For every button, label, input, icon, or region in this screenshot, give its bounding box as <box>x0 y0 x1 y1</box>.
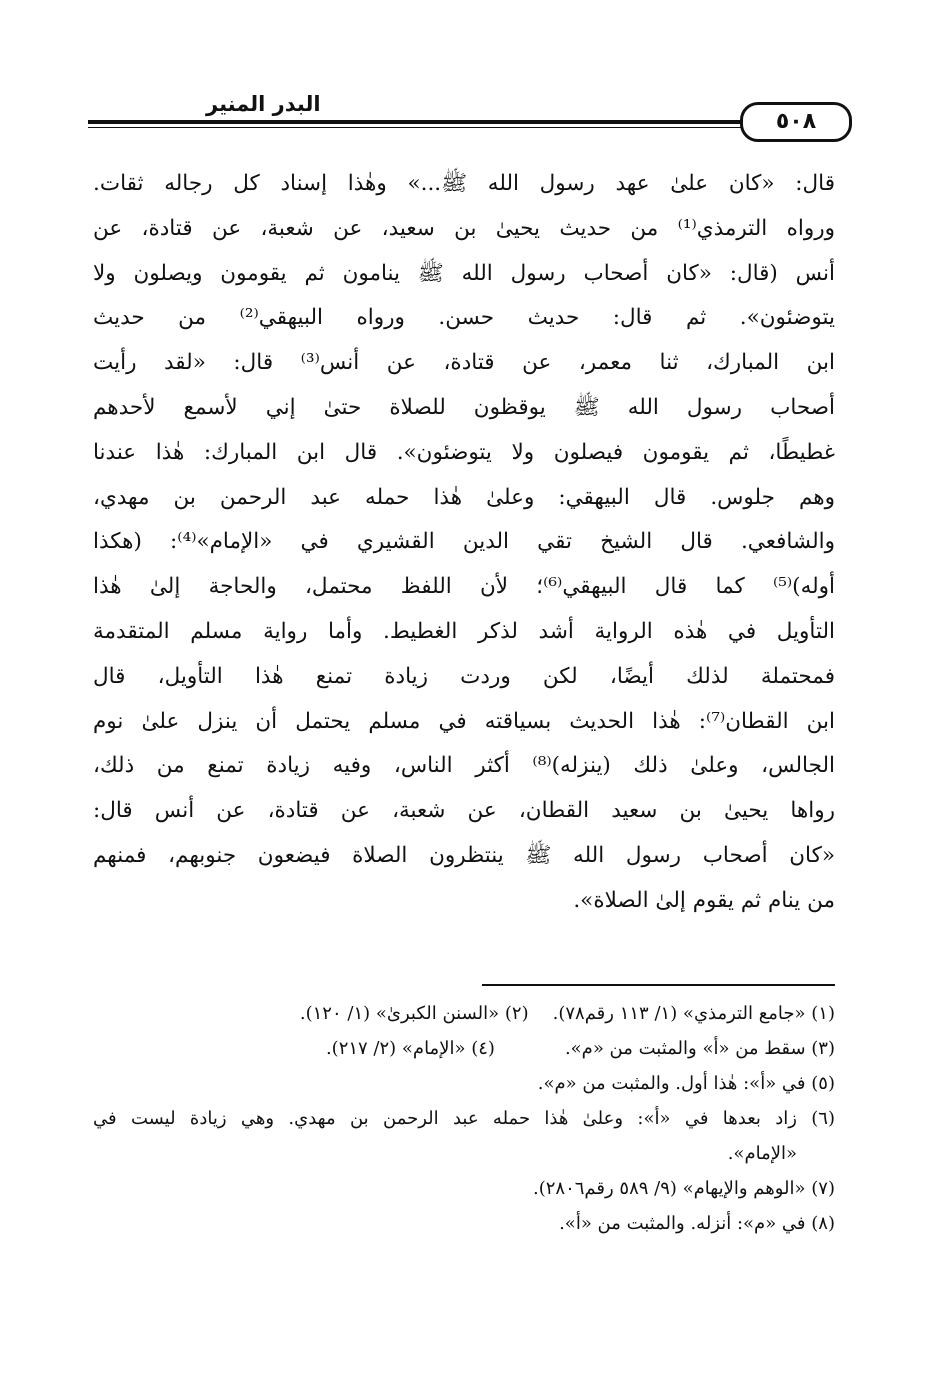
footnote-5: (٥) في «أ»: هٰذا أول. والمثبت من «م». <box>537 1073 835 1094</box>
text-line: التأويل في هٰذه الرواية أشد لذكر الغطيط. وأما رواية مسلم المتقدمة <box>93 618 835 644</box>
footnote-row <box>93 996 835 1031</box>
header-rule-thin <box>88 127 836 128</box>
footnote-6-continued: «الإمام». <box>727 1143 797 1164</box>
footnote-separator <box>482 984 835 986</box>
text-line: غطيطًا، ثم يقومون فيصلون ولا يتوضئون». قال ابن المبارك: هٰذا عندنا <box>93 439 835 465</box>
text-line: ورواه الترمذي⁽¹⁾ من حديث يحيىٰ بن سعيد، عن شعبة، عن قتادة، عن <box>93 215 835 241</box>
footnote-7: (٧) «الوهم والإيهام» (٩/ ٥٨٩ رقم٢٨٠٦). <box>533 1178 835 1199</box>
text-line: من ينام ثم يقوم إلىٰ الصلاة». <box>573 887 835 913</box>
text-line: «كان أصحاب رسول الله ﷺ ينتظرون الصلاة فيضعون جنوبهم، فمنهم <box>93 842 835 868</box>
text-line: رواها يحيىٰ بن سعيد القطان، عن شعبة، عن قتادة، عن أنس قال: <box>93 798 835 824</box>
text-line: أنس (قال: «كان أصحاب رسول الله ﷺ ينامون ثم يقومون ويصلون ولا <box>93 260 835 286</box>
text-line: يتوضئون». ثم قال: حديث حسن. ورواه البيهقي⁽²⁾ من حديث <box>93 305 835 331</box>
page-header <box>88 88 836 136</box>
text-line: فمحتملة لذلك أيضًا، لكن وردت زيادة تمنع هٰذا التأويل، قال <box>93 663 835 689</box>
footnote-4: (٤) «الإمام» (٢/ ٢١٧). <box>325 1038 495 1059</box>
footnote-1: (١) «جامع الترمذي» (١/ ١١٣ رقم٧٨). <box>552 1003 835 1024</box>
header-rule-thick <box>88 120 836 124</box>
main-text <box>93 162 835 924</box>
book-title: البدر المنير <box>206 92 321 116</box>
footnote-2: (٢) «السنن الكبرىٰ» (١/ ١٢٠). <box>299 1003 529 1024</box>
footnote-3: (٣) سقط من «أ» والمثبت من «م». <box>564 1038 835 1059</box>
text-line: ابن القطان⁽⁷⁾: هٰذا الحديث بسياقته في مسلم يحتمل أن ينزل علىٰ نوم <box>93 708 835 734</box>
footnote-8: (٨) في «م»: أنزله. والمثبت من «أ». <box>559 1213 835 1234</box>
footnote-row <box>93 1031 835 1066</box>
footnote-6: (٦) زاد بعدها في «أ»: وعلىٰ هٰذا حمله عبد الرحمن بن مهدي. وهي زيادة ليست في <box>93 1108 835 1129</box>
footnotes <box>93 996 835 1241</box>
text-line: أصحاب رسول الله ﷺ يوقظون للصلاة حتىٰ إني لأسمع لأحدهم <box>93 394 835 420</box>
page-number: ٥٠٨ <box>740 102 852 142</box>
text-line: أوله)⁽⁵⁾ كما قال البيهقي⁽⁶⁾؛ لأن اللفظ محتمل، والحاجة إلىٰ هٰذا <box>93 574 836 600</box>
text-line: ابن المبارك، ثنا معمر، عن قتادة، عن أنس⁽³⁾ قال: «لقد رأيت <box>93 350 836 376</box>
text-line: وهم جلوس. قال البيهقي: وعلىٰ هٰذا حمله عبد الرحمن بن مهدي، <box>93 484 835 510</box>
text-line: الجالس، وعلىٰ ذلك (ينزله)⁽⁸⁾ أكثر الناس، وفيه زيادة تمنع من ذلك، <box>93 753 835 779</box>
text-line: والشافعي. قال الشيخ تقي الدين القشيري في «الإمام»⁽⁴⁾: (هكذا <box>93 529 836 555</box>
text-line: قال: «كان علىٰ عهد رسول الله ﷺ...» وهٰذا إسناد كل رجاله ثقات. <box>93 171 835 196</box>
